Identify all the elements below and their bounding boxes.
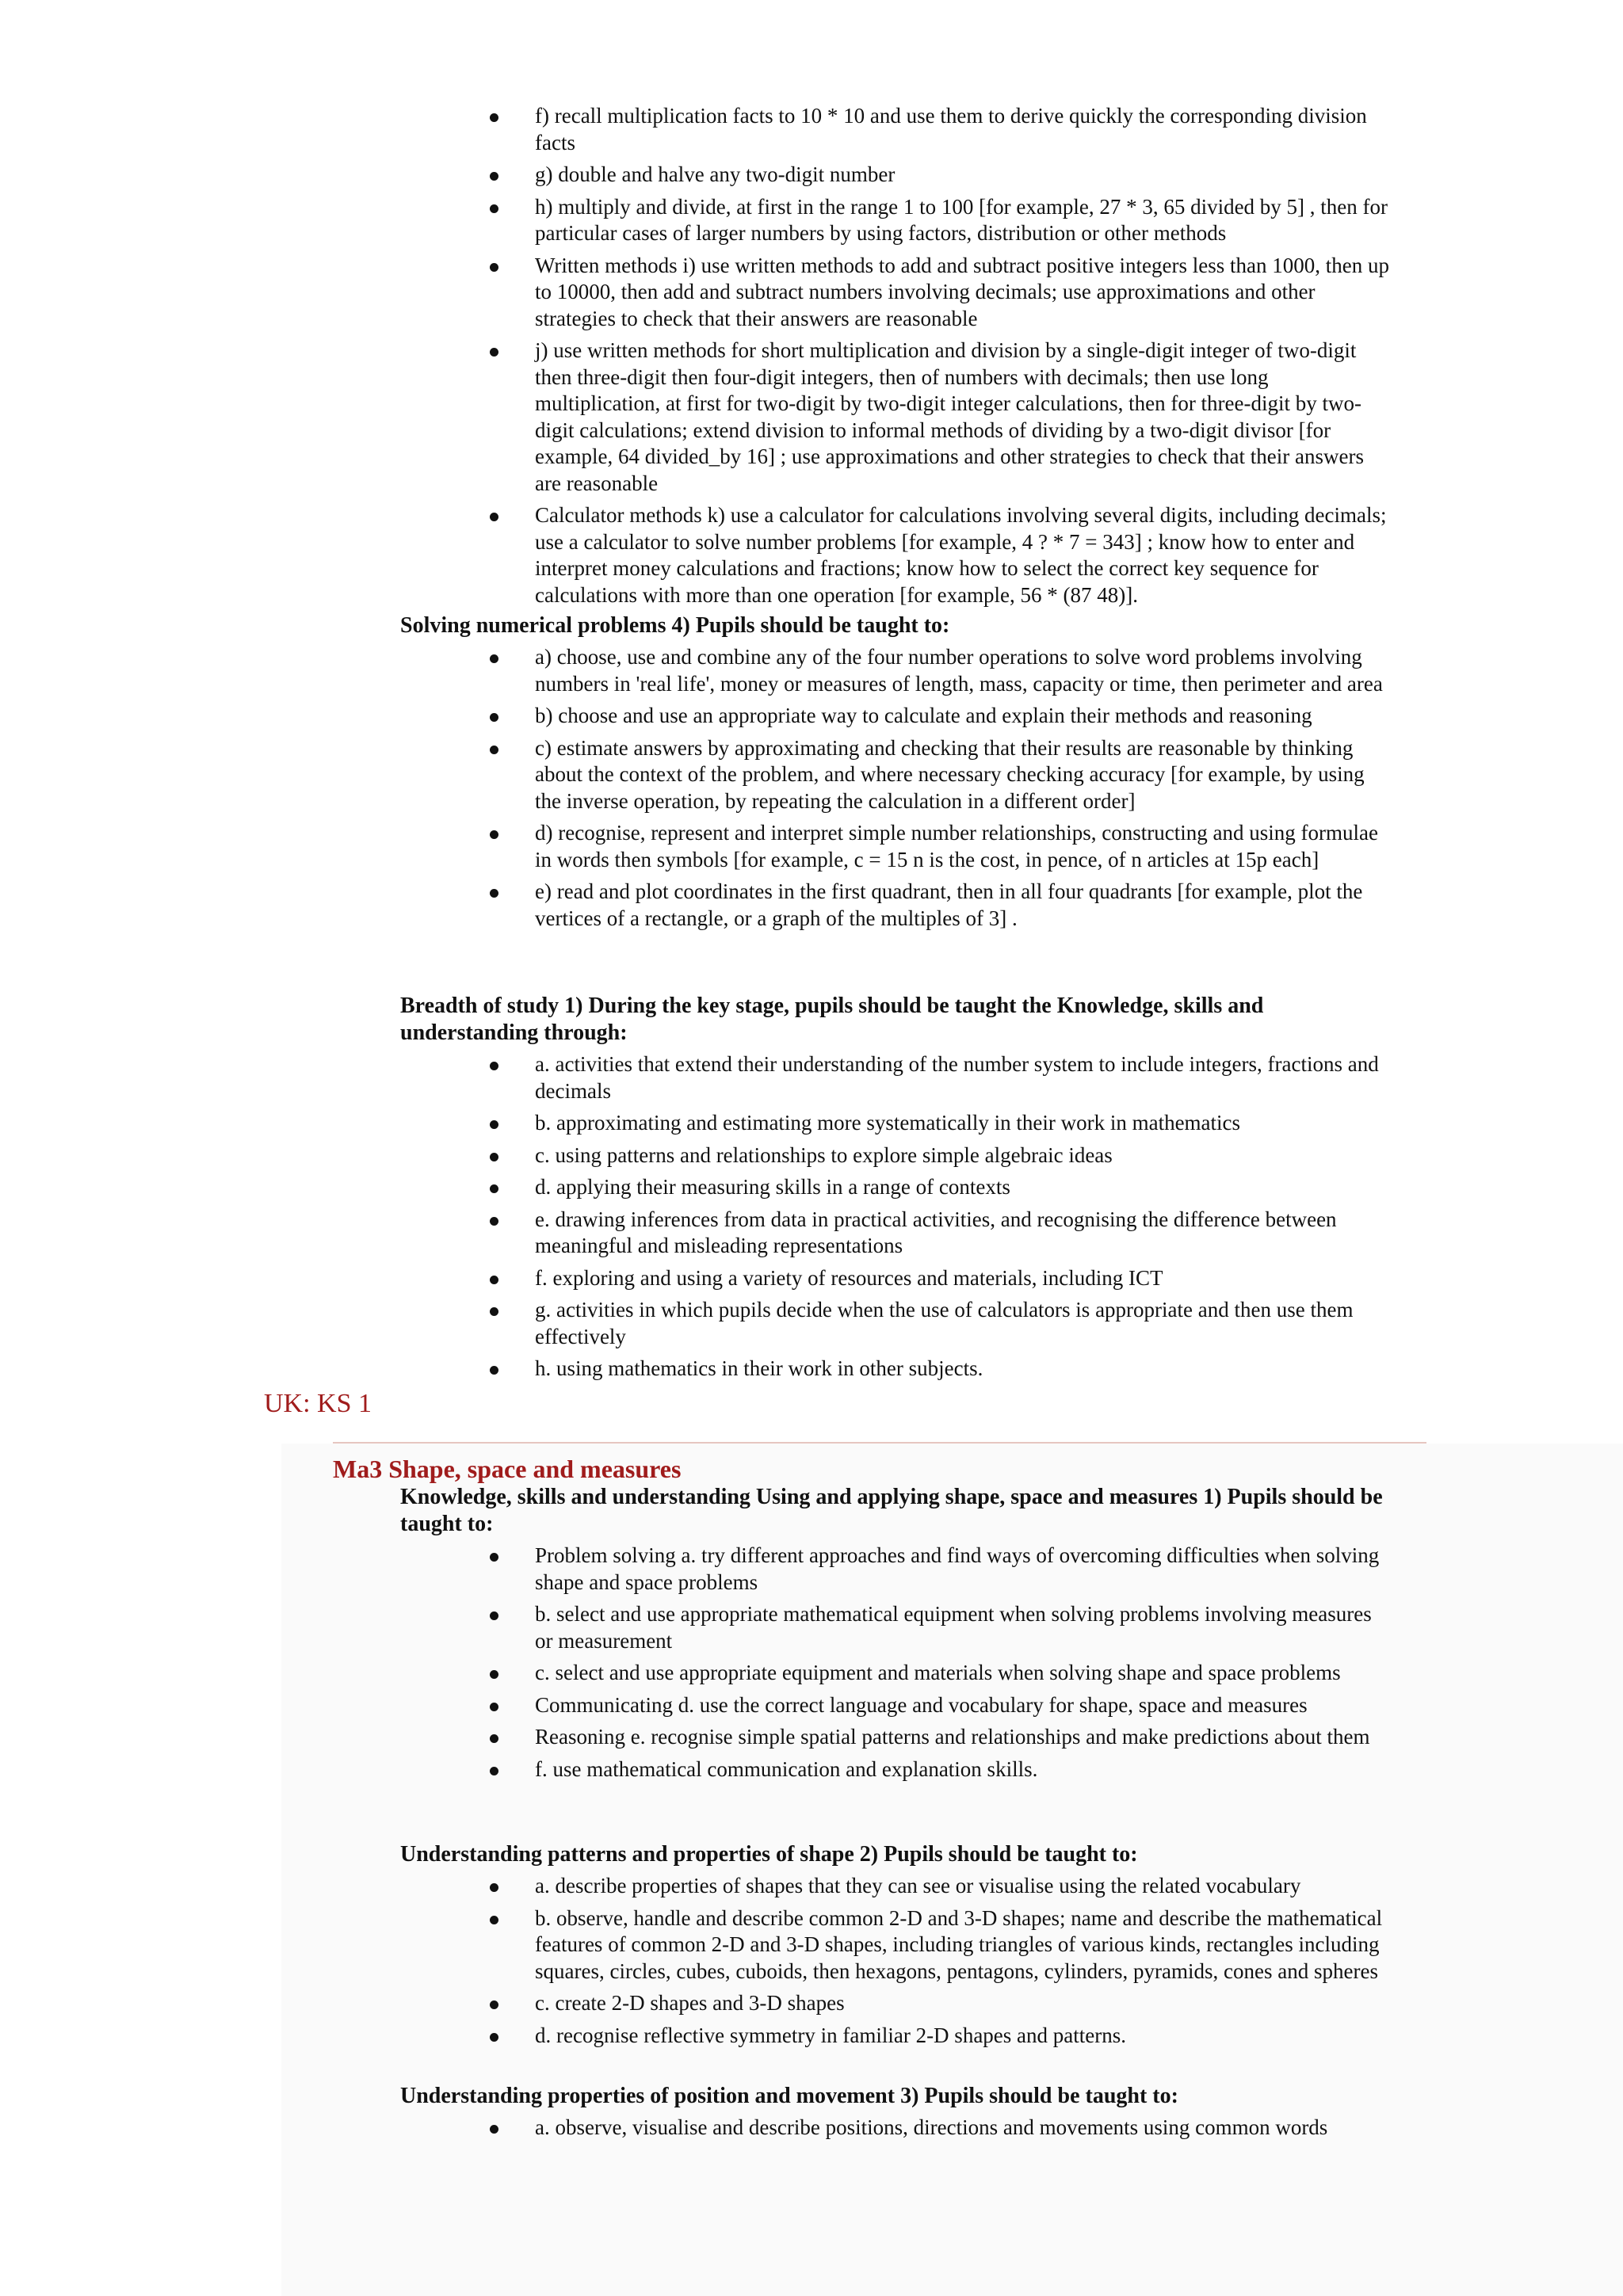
bullet-icon xyxy=(490,1307,498,1316)
bullet-list xyxy=(400,1051,1430,1383)
position-movement-block xyxy=(400,2083,1430,2147)
bullet-icon xyxy=(490,654,498,663)
list-item: a) choose, use and combine any of the four number operations to solve word problems involving numbers in 'real life', money or measures of length, mass, capacity or time, then perimeter and area xyxy=(400,644,1391,697)
bullet-icon xyxy=(490,1883,498,1892)
bullet-icon xyxy=(490,1670,498,1679)
bullet-icon xyxy=(490,113,498,122)
list-item: Problem solving a. try different approaches and find ways of overcoming difficulties when solving shape and space problems xyxy=(400,1543,1391,1596)
list-item: f. use mathematical communication and explanation skills. xyxy=(400,1756,1391,1783)
list-item: a. activities that extend their understanding of the number system to include integers, fractions and decimals xyxy=(400,1051,1391,1104)
bullet-list xyxy=(400,103,1430,608)
breadth-of-study-block xyxy=(400,993,1430,1388)
list-item: b. select and use appropriate mathematical equipment when solving problems involving measures or measurement xyxy=(400,1601,1391,1654)
number-list-continued xyxy=(400,103,1430,614)
list-item: g) double and halve any two-digit number xyxy=(400,162,1391,189)
list-item: g. activities in which pupils decide when the use of calculators is appropriate and then use them effectively xyxy=(400,1297,1391,1350)
bullet-icon xyxy=(490,746,498,754)
bullet-icon xyxy=(490,2000,498,2009)
list-item: j) use written methods for short multiplication and division by a single-digit integer of two-digit then three-digit then four-digit integers, then of numbers with decimals; then use long multiplication, at first for two-digit by two-digit integer calculations, then for three-digit by two-digit calculations; extend division to informal methods of dividing by a two-digit divisor [for example, 64 divided_by 16] ; use approximations and other strategies to check that their answers are reasonable xyxy=(400,338,1391,497)
block-heading: Solving numerical problems 4) Pupils should be taught to: xyxy=(400,613,950,638)
bullet-icon xyxy=(490,1767,498,1775)
list-item: f. exploring and using a variety of resources and materials, including ICT xyxy=(400,1265,1391,1292)
using-and-applying-block xyxy=(400,1484,1430,1788)
section-divider xyxy=(333,1442,1426,1444)
list-item: h. using mathematics in their work in other subjects. xyxy=(400,1356,1391,1383)
list-item: Reasoning e. recognise simple spatial patterns and relationships and make predictions about them xyxy=(400,1724,1391,1751)
bullet-list xyxy=(400,644,1430,932)
block-heading: Breadth of study 1) During the key stage, pupils should be taught the Knowledge, skills and understanding through: xyxy=(400,994,1264,1045)
bullet-icon xyxy=(490,172,498,181)
bullet-icon xyxy=(490,2033,498,2042)
list-item: e. drawing inferences from data in practical activities, and recognising the difference between meaningful and misleading representations xyxy=(400,1207,1391,1260)
list-item: c. select and use appropriate equipment and materials when solving shape and space problems xyxy=(400,1660,1391,1687)
bullet-icon xyxy=(490,263,498,272)
bullet-icon xyxy=(490,204,498,213)
solving-numerical-problems-block xyxy=(400,612,1430,937)
block-heading: Understanding properties of position and movement 3) Pupils should be taught to: xyxy=(400,2084,1178,2108)
bullet-icon xyxy=(490,1734,498,1743)
patterns-properties-shape-block xyxy=(400,1841,1430,2054)
list-item: d. recognise reflective symmetry in familiar 2-D shapes and patterns. xyxy=(400,2023,1391,2050)
bullet-icon xyxy=(490,1062,498,1070)
bullet-icon xyxy=(490,1184,498,1193)
list-item: b. observe, handle and describe common 2-D and 3-D shapes; name and describe the mathematical features of common 2-D and 3-D shapes, including triangles of various kinds, rectangles including squares, circles, cubes, cuboids, then hexagons, pentagons, cylinders, pyramids, cones and spheres xyxy=(400,1905,1391,1985)
list-item: h) multiply and divide, at first in the range 1 to 100 [for example, 27 * 3, 65 divided by 5] , then for particular cases of larger numbers by using factors, distribution or other methods xyxy=(400,194,1391,247)
bullet-list xyxy=(400,2115,1430,2142)
list-item: c. create 2-D shapes and 3-D shapes xyxy=(400,1990,1391,2017)
block-heading: Understanding patterns and properties of shape 2) Pupils should be taught to: xyxy=(400,1842,1138,1867)
bullet-icon xyxy=(490,830,498,839)
bullet-icon xyxy=(490,1366,498,1375)
key-stage-label: UK: KS 1 xyxy=(264,1389,372,1418)
list-item: e) read and plot coordinates in the first quadrant, then in all four quadrants [for example, plot the vertices of a rectangle, or a graph of the multiples of 3] . xyxy=(400,879,1391,932)
block-heading: Knowledge, skills and understanding Using and applying shape, space and measures 1) Pupils should be taught to: xyxy=(400,1485,1383,1536)
list-item: c. using patterns and relationships to explore simple algebraic ideas xyxy=(400,1142,1391,1169)
bullet-icon xyxy=(490,2125,498,2134)
bullet-icon xyxy=(490,1153,498,1161)
bullet-icon xyxy=(490,1703,498,1711)
list-item: b) choose and use an appropriate way to calculate and explain their methods and reasoning xyxy=(400,703,1391,730)
bullet-icon xyxy=(490,713,498,722)
list-item: d) recognise, represent and interpret simple number relationships, constructing and using formulae in words then symbols [for example, c = 15 n is the cost, in pence, of n articles at 15p each] xyxy=(400,820,1391,873)
bullet-icon xyxy=(490,348,498,357)
bullet-list xyxy=(400,1543,1430,1783)
bullet-icon xyxy=(490,513,498,521)
bullet-icon xyxy=(490,1916,498,1924)
list-item: a. observe, visualise and describe positions, directions and movements using common words xyxy=(400,2115,1391,2142)
bullet-icon xyxy=(490,1611,498,1620)
bullet-icon xyxy=(490,1276,498,1284)
bullet-icon xyxy=(490,1120,498,1129)
list-item: b. approximating and estimating more systematically in their work in mathematics xyxy=(400,1110,1391,1137)
list-item: Written methods i) use written methods to add and subtract positive integers less than 1000, then up to 10000, then add and subtract numbers involving decimals; use approximations and other strategies to check that their answers are reasonable xyxy=(400,253,1391,333)
bullet-list xyxy=(400,1873,1430,2049)
list-item: Calculator methods k) use a calculator for calculations involving several digits, including decimals; use a calculator to solve number problems [for example, 4 ? * 7 = 343] ; know how to enter and interpret money calculations and fractions; know how to select the correct key sequence for calculations with more than one operation [for example, 56 * (87 48)]. xyxy=(400,502,1391,608)
bullet-icon xyxy=(490,889,498,898)
list-item: f) recall multiplication facts to 10 * 10 and use them to derive quickly the corresponding division facts xyxy=(400,103,1391,156)
list-item: a. describe properties of shapes that they can see or visualise using the related vocabulary xyxy=(400,1873,1391,1900)
section-title: Ma3 Shape, space and measures xyxy=(333,1455,682,1483)
list-item: d. applying their measuring skills in a range of contexts xyxy=(400,1174,1391,1201)
list-item: Communicating d. use the correct language and vocabulary for shape, space and measures xyxy=(400,1692,1391,1719)
list-item: c) estimate answers by approximating and checking that their results are reasonable by thinking about the context of the problem, and where necessary checking accuracy [for example, by using the inverse operation, by repeating the calculation in a different order] xyxy=(400,735,1391,815)
bullet-icon xyxy=(490,1217,498,1226)
bullet-icon xyxy=(490,1553,498,1562)
